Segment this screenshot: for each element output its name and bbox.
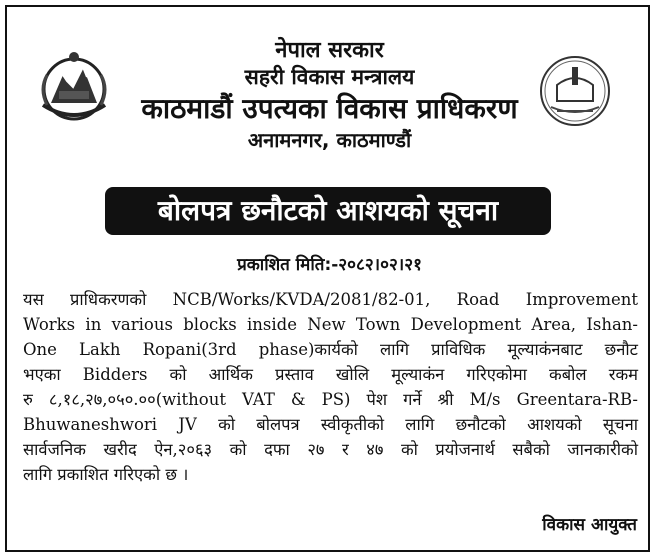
body-line: भएका Bidders को आर्थिक प्रस्ताव खोलि मूल्याकंन गरिएकोमा कबोल रकम [23,365,638,384]
body-line: सार्वजनिक खरीद ऐन,२०६३ को दफा २७ र ४७ को प्रयोजनार्थ सबैको जानकारीको [23,440,638,459]
body-line: यस प्राधिकरणको NCB/Works/KVDA/2081/82-01, Road Improvement [23,290,638,309]
notice-title-banner: बोलपत्र छनौटको आशयको सूचना [105,187,551,235]
body-line: लागि प्रकाशित गरिएको छ । [23,465,189,484]
body-line: रु ८,१८,२७,०५०.००(without VAT & PS) पेश गर्ने श्री M/s Greentara-RB- [23,390,638,409]
published-date: प्रकाशित मिति:-२०८२।०२।२१ [237,255,422,275]
letterhead [7,37,652,153]
authority-name: काठमाडौं उपत्यका विकास प्राधिकरण [141,92,518,125]
ministry-name: सहरी विकास मन्त्रालय [244,65,415,89]
notice-frame [5,5,650,552]
notice-body [23,287,638,487]
body-line: One Lakh Ropani(3rd phase)कार्यको लागि प्राविधिक मूल्याकंनबाट छनौट [23,340,638,359]
authority-address: अनामनगर, काठमाण्डौं [247,128,412,152]
government-name: नेपाल सरकार [275,38,384,63]
body-line: Bhuwaneshwori JV को बोलपत्र स्वीकृतीको लागि छनौटको आशयको सूचना [23,415,638,434]
body-line: Works in various blocks inside New Town Development Area, Ishan- [23,315,638,334]
signatory-title: विकास आयुक्त [542,515,637,535]
